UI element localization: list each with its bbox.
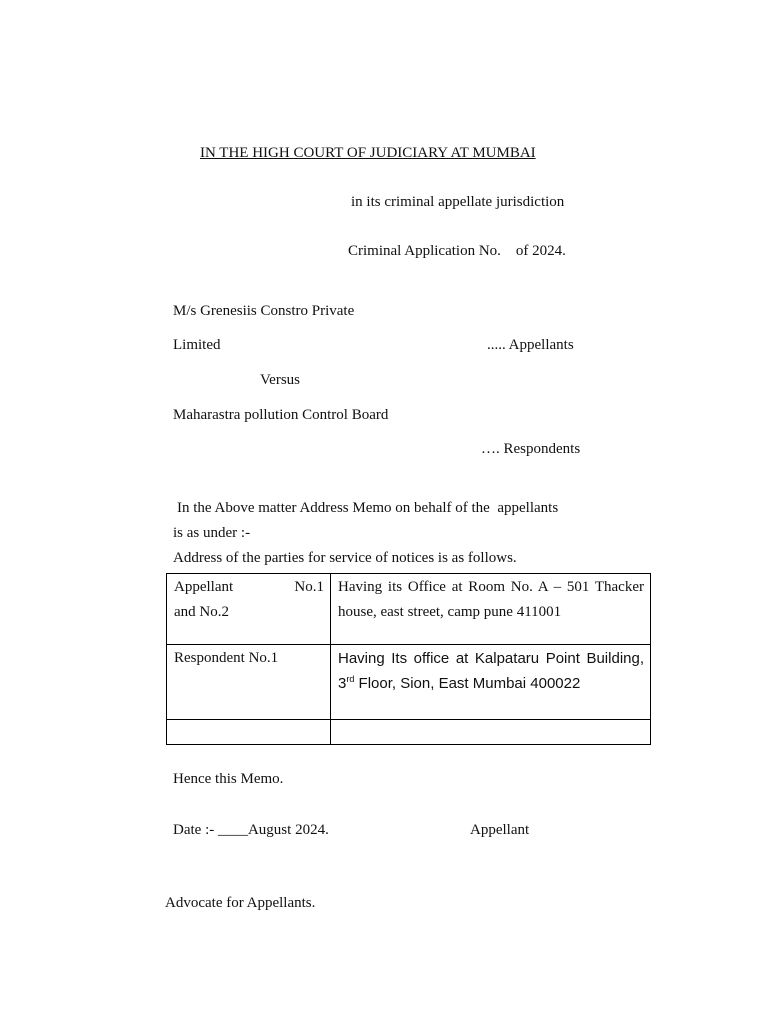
respondent-name: Maharastra pollution Control Board bbox=[173, 407, 389, 423]
party-cell bbox=[167, 574, 331, 645]
party-cell: Respondent No.1 bbox=[167, 645, 331, 720]
table-row bbox=[167, 720, 651, 745]
party-line1 bbox=[174, 575, 324, 600]
address-cell bbox=[331, 720, 651, 745]
date-line: Date :- ____August 2024. bbox=[173, 822, 329, 838]
signatory-label: Appellant bbox=[470, 822, 530, 838]
address-text-rest: Floor, Sion, East Mumbai 400022 bbox=[354, 675, 581, 692]
intro-line1: In the Above matter Address Memo on behalf of the appellants bbox=[177, 500, 559, 516]
party-word1: Appellant bbox=[174, 579, 234, 595]
appellant-name-line2: Limited bbox=[173, 337, 221, 353]
advocate-line: Advocate for Appellants. bbox=[165, 895, 316, 911]
intro-line2: is as under :- bbox=[173, 525, 251, 541]
appellant-name-line1: M/s Grenesiis Constro Private bbox=[173, 303, 355, 319]
address-cell: Having its Office at Room No. A – 501 Thacker house, east street, camp pune 411001 bbox=[331, 574, 651, 645]
application-number: Criminal Application No. of 2024. bbox=[348, 243, 566, 259]
table-row bbox=[167, 574, 651, 645]
party-word2: No.1 bbox=[294, 579, 324, 595]
table-row bbox=[167, 645, 651, 720]
versus-label: Versus bbox=[260, 372, 300, 388]
memo-line: Hence this Memo. bbox=[173, 771, 284, 787]
address-superscript: rd bbox=[346, 674, 355, 684]
party-cell bbox=[167, 720, 331, 745]
party-line2: and No.2 bbox=[174, 604, 229, 620]
appellant-role: ..... Appellants bbox=[487, 337, 574, 353]
address-cell bbox=[331, 645, 651, 720]
respondent-role: …. Respondents bbox=[481, 441, 581, 457]
court-title: IN THE HIGH COURT OF JUDICIARY AT MUMBAI bbox=[200, 145, 536, 161]
jurisdiction-line: in its criminal appellate jurisdiction bbox=[351, 194, 565, 210]
address-intro: Address of the parties for service of notices is as follows. bbox=[173, 550, 517, 566]
address-text: Having Its office at Kalpataru Point Building, 3 bbox=[338, 650, 644, 692]
address-table bbox=[166, 573, 651, 745]
